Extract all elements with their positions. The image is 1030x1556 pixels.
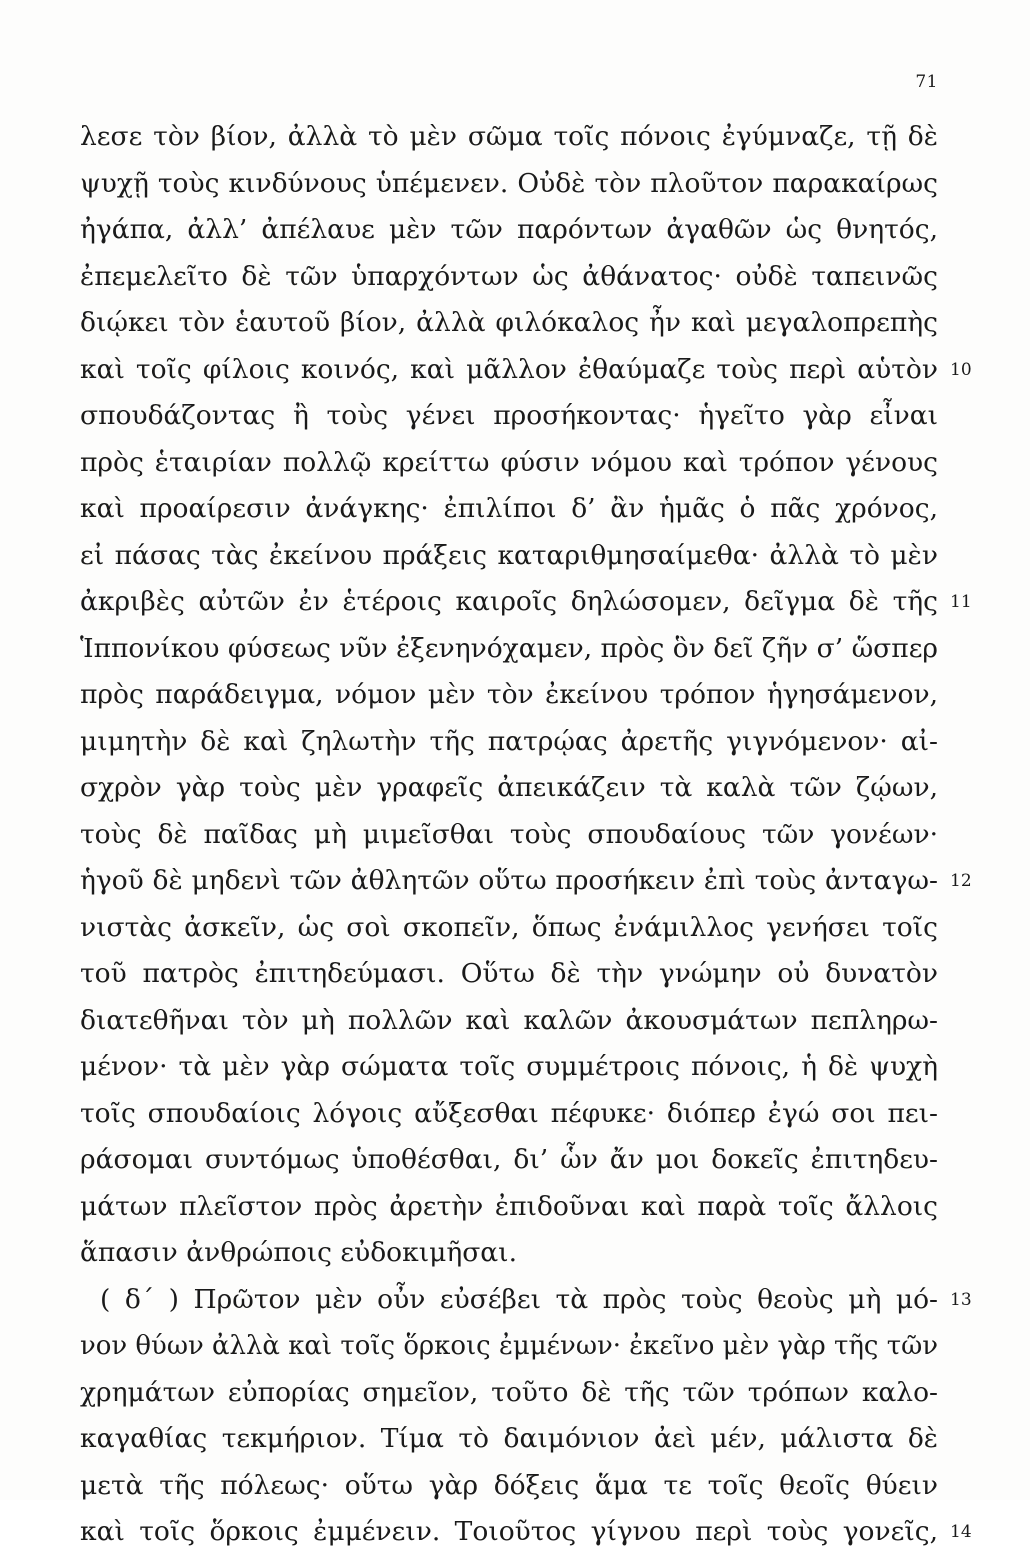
text-line xyxy=(80,1370,938,1417)
line-text: λεσε τὸν βίον, ἀλλὰ τὸ μὲν σῶμα τοῖς πόνοις ἐγύμναζε, τῇ δὲ xyxy=(80,121,938,152)
line-text: διατεθῆναι τὸν μὴ πολλῶν καὶ καλῶν ἀκουσμάτων πεπληρω- xyxy=(80,1004,938,1036)
line-text: πρὸς παράδειγμα, νόμον μὲν τὸν ἐκείνου τρόπον ἡγησάμενον, xyxy=(80,679,938,710)
text-line xyxy=(80,626,938,673)
line-text: Ἱππονίκου φύσεως νῦν ἐξενηνόχαμεν, πρὸς ὃν δεῖ ζῆν σ’ ὥσπερ xyxy=(80,632,938,664)
line-text: τοῖς σπουδαίοις λόγοις αὔξεσθαι πέφυκε· διόπερ ἐγώ σοι πει- xyxy=(80,1097,938,1129)
text-block xyxy=(80,114,972,1556)
text-line xyxy=(80,765,938,812)
text-line xyxy=(80,300,938,347)
text-line xyxy=(80,486,938,533)
page-number: 71 xyxy=(915,72,938,92)
line-text: μένον· τὰ μὲν γὰρ σώματα τοῖς συμμέτροις πόνοις, ἡ δὲ ψυχὴ xyxy=(80,1051,938,1082)
line-text: διῴκει τὸν ἑαυτοῦ βίον, ἀλλὰ φιλόκαλος ἦν καὶ μεγαλοπρεπὴς xyxy=(80,307,938,338)
text-line xyxy=(80,858,972,905)
line-text: ράσομαι συντόμως ὑποθέσθαι, δι’ ὧν ἄν μοι δοκεῖς ἐπιτηδευ- xyxy=(80,1144,938,1175)
text-line xyxy=(80,533,938,580)
line-text: ἅπασιν ἀνθρώποις εὐδοκιμῆσαι. xyxy=(80,1237,517,1268)
line-text: καὶ τοῖς ὅρκοις ἐμμένειν. Τοιοῦτος γίγνου περὶ τοὺς γονεῖς, xyxy=(80,1516,938,1547)
line-text: μετὰ τῆς πόλεως· οὕτω γὰρ δόξεις ἅμα τε τοῖς θεοῖς θύειν xyxy=(80,1469,938,1501)
text-line xyxy=(80,1137,938,1184)
text-line xyxy=(80,1044,938,1091)
text-line xyxy=(80,161,938,208)
line-text: νιστὰς ἀσκεῖν, ὡς σοὶ σκοπεῖν, ὅπως ἐνάμιλλος γενήσει τοῖς xyxy=(80,911,938,943)
line-text: τοὺς δὲ παῖδας μὴ μιμεῖσθαι τοὺς σπουδαίους τῶν γονέων· xyxy=(80,818,938,850)
text-line xyxy=(80,1184,938,1231)
section-number: 13 xyxy=(950,1289,972,1310)
line-text: νον θύων ἀλλὰ καὶ τοῖς ὅρκοις ἐμμένων· ἐκεῖνο μὲν γὰρ τῆς τῶν xyxy=(80,1331,938,1361)
text-line xyxy=(80,393,938,440)
section-number: 11 xyxy=(950,592,972,612)
section-number: 10 xyxy=(950,359,972,380)
text-line xyxy=(80,114,938,161)
line-text: ἡγοῦ δὲ μηδενὶ τῶν ἀθλητῶν οὕτω προσήκειν ἐπὶ τοὺς ἀνταγω- xyxy=(80,865,938,896)
text-line xyxy=(80,905,938,952)
text-line xyxy=(80,579,972,626)
text-line xyxy=(80,1416,938,1463)
line-text: καὶ προαίρεσιν ἀνάγκης· ἐπιλίποι δ’ ἂν ἡμᾶς ὁ πᾶς χρόνος, xyxy=(80,493,938,524)
text-line xyxy=(80,254,938,301)
line-text: μάτων πλεῖστον πρὸς ἀρετὴν ἐπιδοῦναι καὶ παρὰ τοῖς ἄλλοις xyxy=(80,1190,938,1222)
line-text: ἐπεμελεῖτο δὲ τῶν ὑπαρχόντων ὡς ἀθάνατος· οὐδὲ ταπεινῶς xyxy=(80,260,938,292)
text-line xyxy=(80,1091,938,1138)
text-line xyxy=(80,1463,938,1510)
text-line xyxy=(80,719,938,766)
line-text: σχρὸν γὰρ τοὺς μὲν γραφεῖς ἀπεικάζειν τὰ καλὰ τῶν ζῴων, xyxy=(80,772,938,803)
section-number: 14 xyxy=(950,1522,972,1542)
line-text: ψυχῇ τοὺς κινδύνους ὑπέμενεν. Οὐδὲ τὸν πλοῦτον παρακαίρως xyxy=(80,167,938,199)
section-number: 12 xyxy=(950,871,972,891)
text-line xyxy=(80,1230,938,1277)
text-line xyxy=(80,1277,972,1324)
line-text: χρημάτων εὐπορίας σημεῖον, τοῦτο δὲ τῆς τῶν τρόπων καλο- xyxy=(80,1376,938,1408)
line-text: ἠγάπα, ἀλλ’ ἀπέλαυε μὲν τῶν παρόντων ἀγαθῶν ὡς θνητός, xyxy=(80,214,938,245)
text-line xyxy=(80,951,938,998)
text-line xyxy=(80,812,938,859)
line-text: ( δ΄ ) Πρῶτον μὲν οὖν εὐσέβει τὰ πρὸς τοὺς θεοὺς μὴ μό- xyxy=(100,1283,938,1315)
text-line xyxy=(80,672,938,719)
line-text: πρὸς ἑταιρίαν πολλῷ κρείττω φύσιν νόμου καὶ τρόπον γένους xyxy=(80,446,938,478)
text-line xyxy=(80,1509,972,1556)
line-text: ἀκριβὲς αὐτῶν ἐν ἑτέροις καιροῖς δηλώσομεν, δεῖγμα δὲ τῆς xyxy=(80,586,938,617)
text-line xyxy=(80,1323,938,1370)
line-text: σπουδάζοντας ἢ τοὺς γένει προσήκοντας· ἡγεῖτο γὰρ εἶναι xyxy=(80,400,938,431)
text-line xyxy=(80,440,938,487)
text-line xyxy=(80,207,938,254)
text-line xyxy=(80,998,938,1045)
line-text: μιμητὴν δὲ καὶ ζηλωτὴν τῆς πατρῴας ἀρετῆς γιγνόμενον· αἰ- xyxy=(80,725,938,757)
line-text: τοῦ πατρὸς ἐπιτηδεύμασι. Οὕτω δὲ τὴν γνώμην οὐ δυνατὸν xyxy=(80,958,938,989)
text-line xyxy=(80,347,972,394)
line-text: εἰ πάσας τὰς ἐκείνου πράξεις καταριθμησαίμεθα· ἀλλὰ τὸ μὲν xyxy=(80,539,938,571)
line-text: καὶ τοῖς φίλοις κοινός, καὶ μᾶλλον ἐθαύμαζε τοὺς περὶ αὑτὸν xyxy=(80,353,938,385)
line-text: καγαθίας τεκμήριον. Τίμα τὸ δαιμόνιον ἀεὶ μέν, μάλιστα δὲ xyxy=(80,1423,938,1454)
